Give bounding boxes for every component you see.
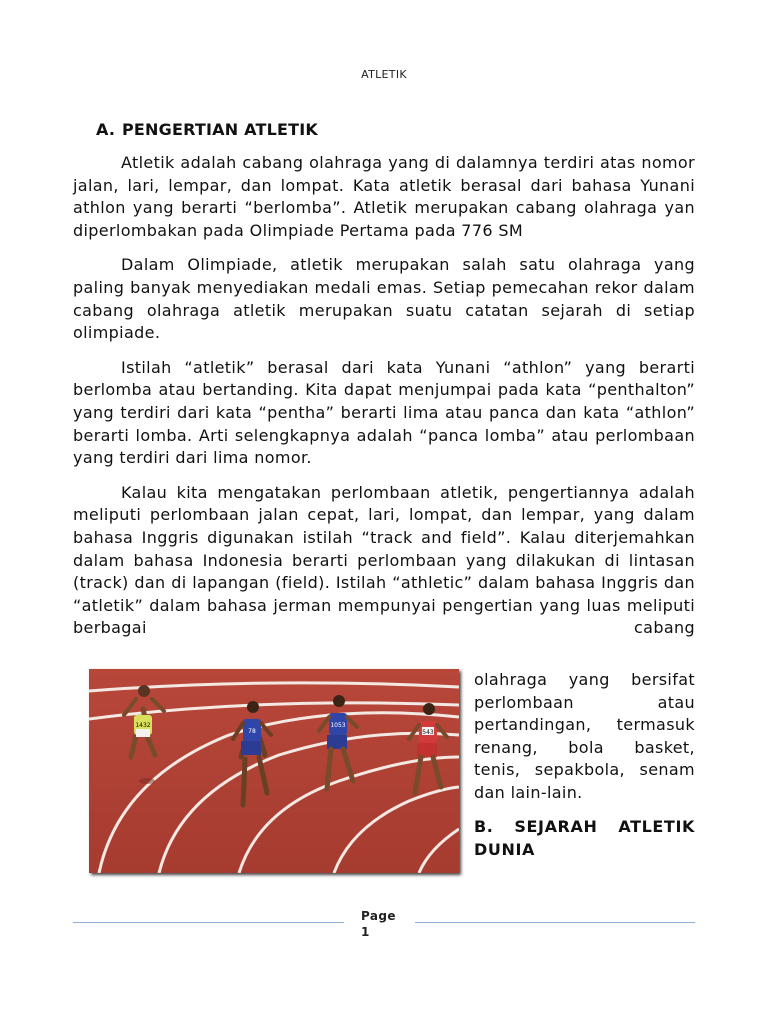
continuation-line-5: tenis, sepakbola, senam: [474, 760, 695, 780]
continuation-line-6: dan lain-lain.: [474, 782, 583, 802]
bib-runner-2: 78: [248, 728, 256, 735]
continuation-line-3: pertandingan, termasuk: [474, 715, 695, 735]
bib-runner-1: 1432: [135, 722, 151, 729]
section-a-title: PENGERTIAN ATLETIK: [122, 120, 318, 139]
section-b-heading: B. SEJARAH ATLETIK DUNIA: [474, 817, 695, 859]
section-a-heading: [96, 120, 318, 139]
paragraph-2: Dalam Olimpiade, atletik merupakan salah satu olahraga yang paling banyak menyediakan medali emas. Setiap pemecahan rekor dalam cabang olahraga atletik merupakan suatu catatan sejarah di setiap olimpiade.: [73, 255, 695, 343]
page-word: Page: [361, 909, 396, 923]
continuation-line-2: perlombaan atau: [474, 692, 695, 712]
section-a-continuation: [474, 669, 695, 805]
section-a-number: A.: [96, 120, 116, 139]
page-digit: 1: [361, 925, 370, 939]
sprinters-photo: [89, 669, 459, 873]
bib-runner-4: 543: [422, 729, 434, 736]
paragraph-1: Atletik adalah cabang olahraga yang di dalamnya terdiri atas nomor jalan, lari, lempar, dan lompat. Kata atletik berasal dari bahasa Yunani athlon yang berarti “berlomba”. Atletik merupakan cabang olahraga yan diperlombakan pada Olimpiade Pertama pada 776 SM: [73, 153, 695, 240]
section-a-body: [73, 152, 695, 640]
paragraph-3: Istilah “atletik” berasal dari kata Yunani “athlon” yang berarti berlomba atau bertanding. Kita dapat menjumpai pada kata “penthalton” yang terdiri dari kata “pentha” berarti lima atau panca dan kata “athlon” berarti lomba. Arti selengkapnya adalah “panca lomba” atau perlombaan yang terdiri dari lima nomor.: [73, 357, 695, 468]
continuation-line-4: renang, bola basket,: [474, 737, 695, 757]
bib-runner-3: 1053: [330, 722, 346, 729]
page-header: ATLETIK: [361, 68, 407, 81]
paragraph-4: Kalau kita mengatakan perlombaan atletik, pengertiannya adalah meliputi perlombaan jalan cepat, lari, lompat, dan lempar, yang dalam bahasa Inggris digunakan istilah “track and field”. Kalau diterjemahkan dalam bahasa Indonesia berarti perlombaan yang dilakukan di lintasan (track) dan di lapangan (field). Istilah “athletic” dalam bahasa Inggris dan “atletik” dalam bahasa jerman mempunyai pengertian yang luas meliputi berbagai cabang: [73, 482, 695, 638]
footer-divider-left: [73, 922, 344, 923]
footer-divider-right: [415, 922, 695, 923]
page-number: [361, 908, 396, 940]
continuation-line-1: olahraga yang bersifat: [474, 670, 695, 689]
